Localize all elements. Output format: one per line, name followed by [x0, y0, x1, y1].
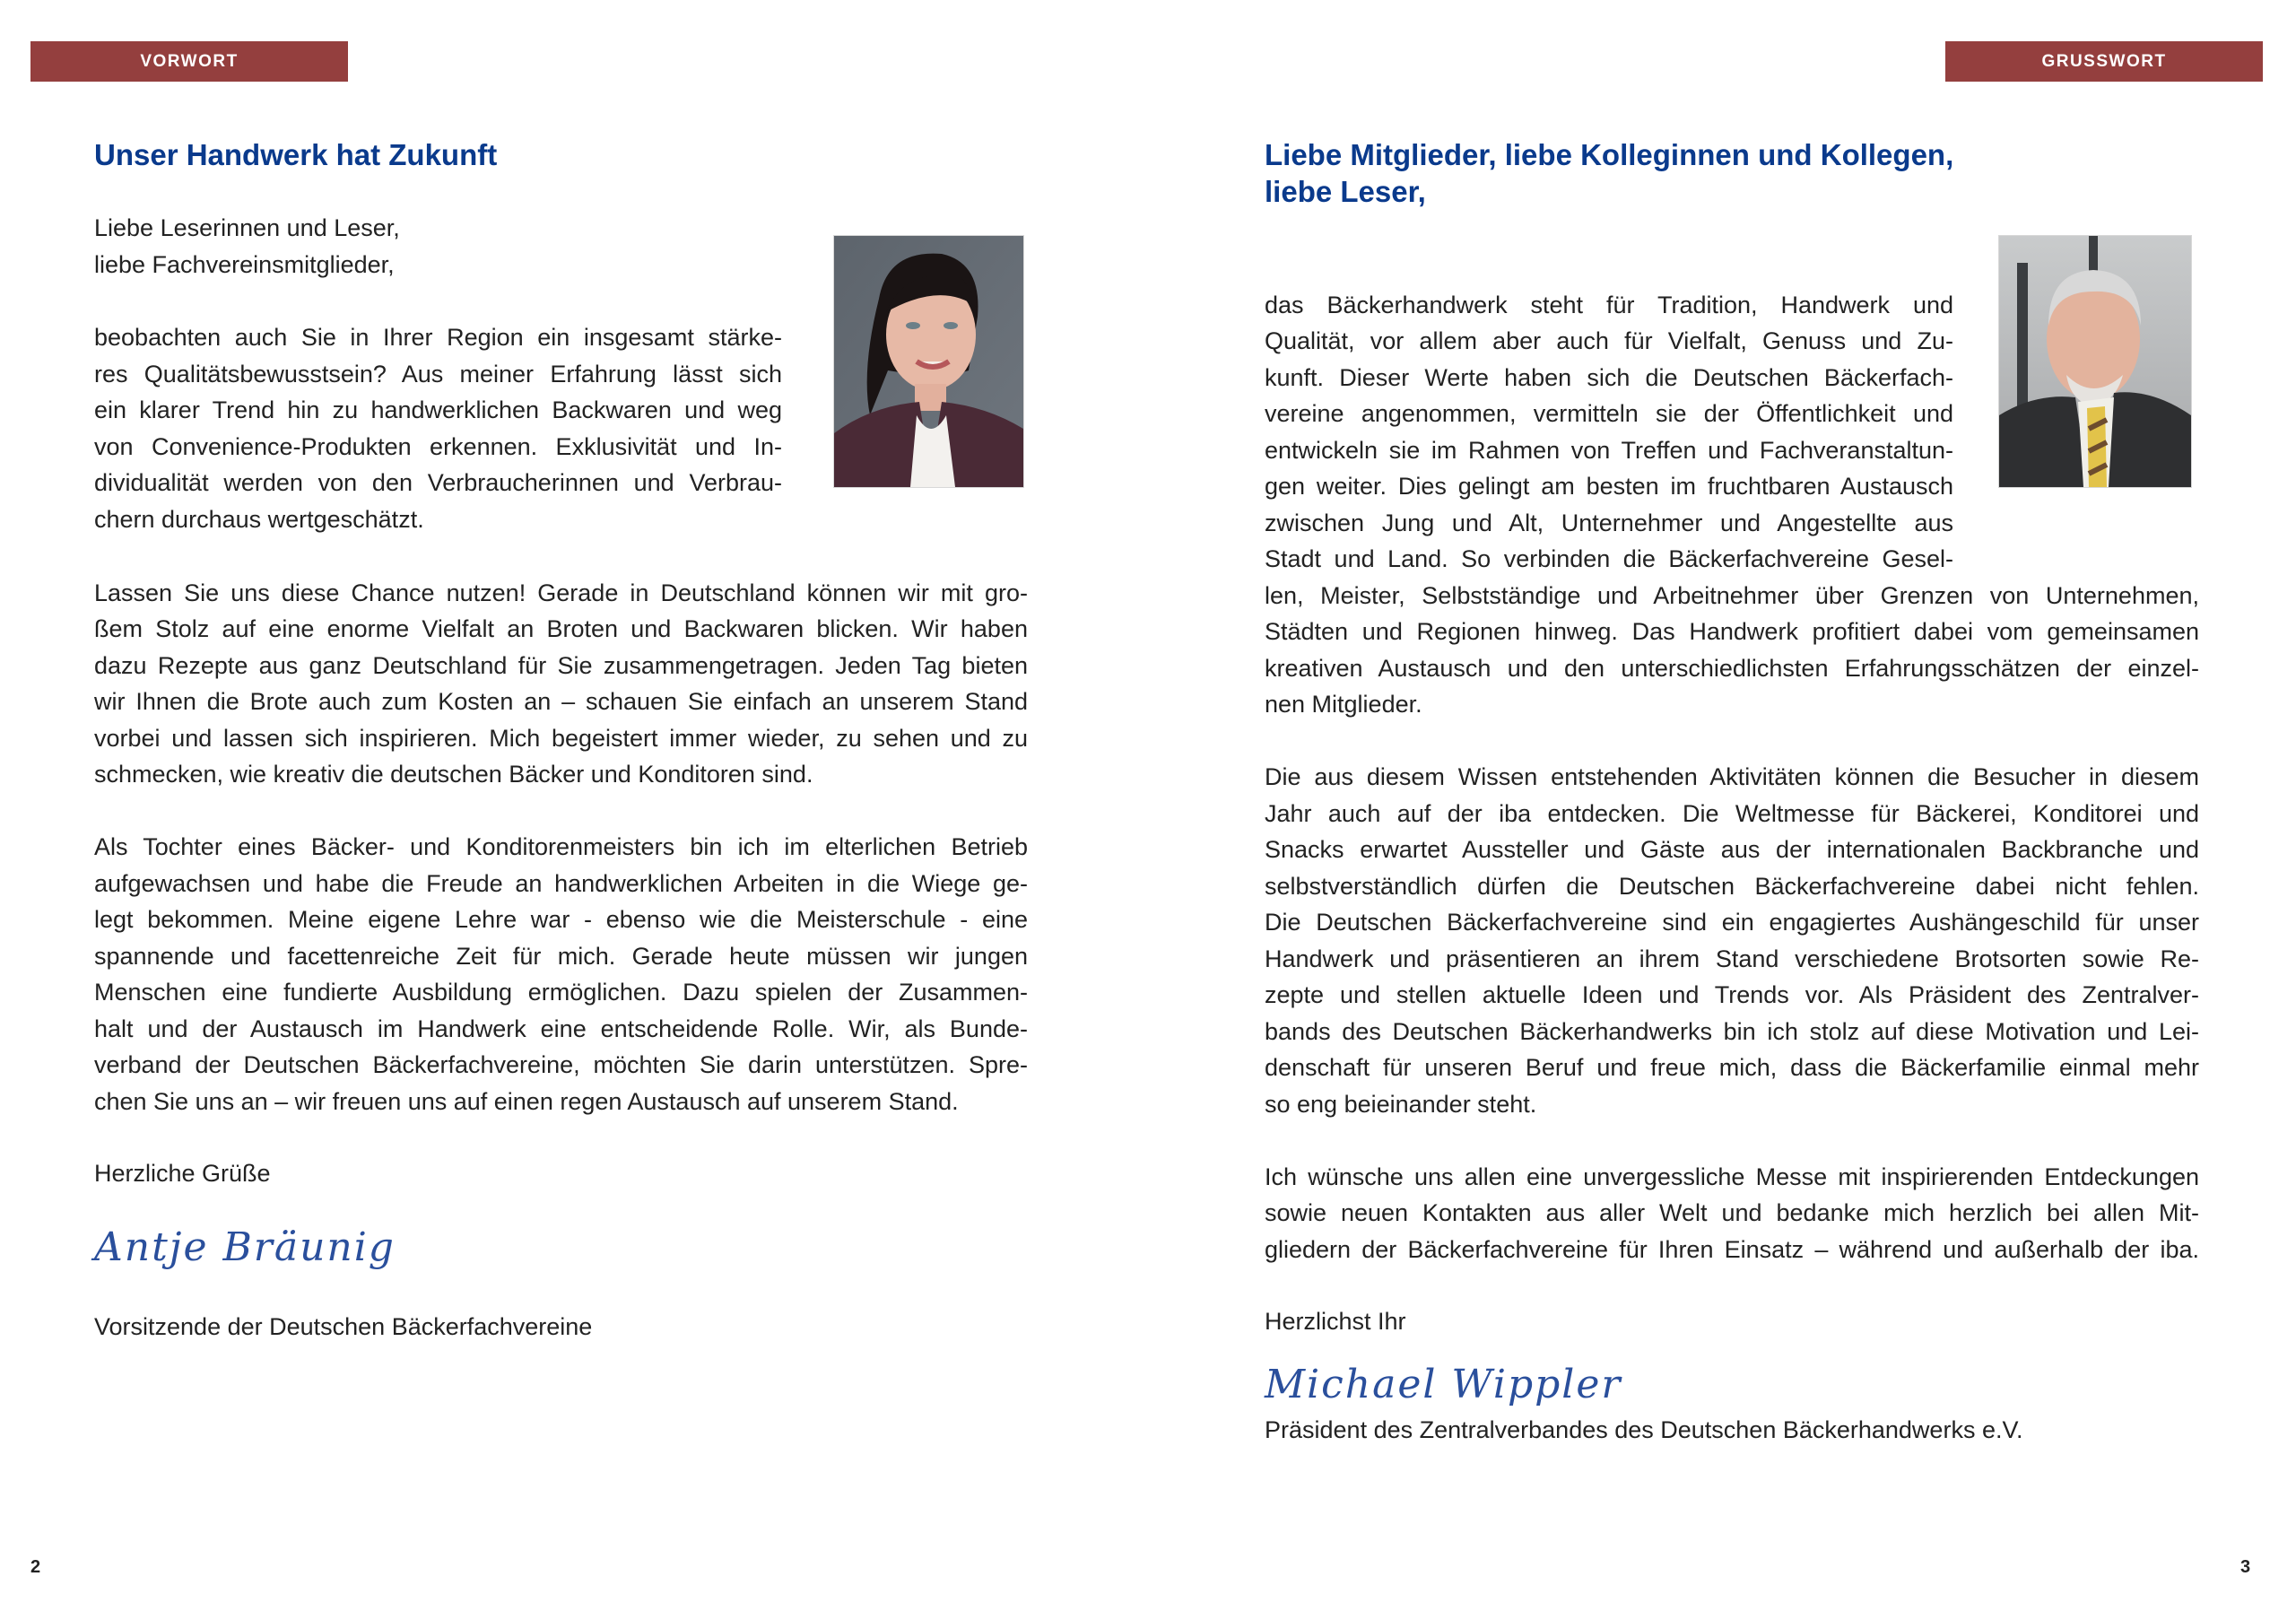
text-line: selbstverständlich dürfen die Deutschen Bäckerfachvereine dabei nicht fehlen.	[1265, 873, 2199, 900]
role-left: Vorsitzende der Deutschen Bäckerfachvereine	[94, 1313, 593, 1340]
text-line: ßem Stolz auf eine enorme Vielfalt an Broten und Backwaren blicken. Wir haben	[94, 615, 1028, 642]
text-line: kunft. Dieser Werte haben sich die Deutschen Bäckerfach-	[1265, 364, 1953, 391]
text-line: nen Mitglieder.	[1265, 691, 1422, 718]
text-line: zwischen Jung und Alt, Unternehmer und Angestellte aus	[1265, 510, 1953, 536]
greeting-line: Liebe Leserinnen und Leser,	[94, 214, 400, 241]
text-line: dividualität werden von den Verbraucherinnen und Verbrau-	[94, 469, 782, 496]
text-line: so eng beieinander steht.	[1265, 1091, 1537, 1118]
text-line: vereine angenommen, vermitteln sie der Öffentlichkeit und	[1265, 400, 1953, 427]
text-line: Stadt und Land. So verbinden die Bäckerfachvereine Gesel-	[1265, 545, 1953, 572]
page-title-right	[1265, 136, 1953, 210]
text-line: Snacks erwartet Aussteller und Gäste aus der internationalen Backbranche und	[1265, 836, 2199, 863]
greeting-line: liebe Fachvereinsmitglieder,	[94, 251, 395, 278]
text-line: von Convenience-Produkten erkennen. Exklusivität und In-	[94, 433, 782, 460]
text-line: Als Tochter eines Bäcker- und Konditorenmeisters bin ich im elterlichen Betrieb	[94, 833, 1028, 860]
text-line: legt bekommen. Meine eigene Lehre war - ebenso wie die Meisterschule - eine	[94, 906, 1028, 933]
text-line: Jahr auch auf der iba entdecken. Die Weltmesse für Bäckerei, Konditorei und	[1265, 800, 2199, 827]
text-line: vorbei und lassen sich inspirieren. Mich begeistert immer wieder, zu sehen und zu	[94, 725, 1028, 752]
portrait-woman-icon	[834, 236, 1023, 487]
portrait-photo-right	[1998, 235, 2192, 488]
text-line: dazu Rezepte aus ganz Deutschland für Sie zusammengetragen. Jeden Tag bieten	[94, 652, 1028, 679]
text-line: entwickeln sie im Rahmen von Treffen und Fachveranstaltun-	[1265, 437, 1953, 464]
text-line: len, Meister, Selbstständige und Arbeitnehmer über Grenzen von Unternehmen,	[1265, 582, 2199, 609]
text-line: ein klarer Trend hin zu handwerklichen Backwaren und weg	[94, 396, 782, 423]
text-line: spannende und facettenreiche Zeit für mich. Gerade heute müssen wir jungen	[94, 943, 1028, 970]
text-line: Lassen Sie uns diese Chance nutzen! Gerade in Deutschland können wir mit gro-	[94, 579, 1028, 606]
text-line: halt und der Austausch im Handwerk eine entscheidende Rolle. Wir, als Bunde-	[94, 1015, 1028, 1042]
signature-left: Antje Bräunig	[94, 1224, 396, 1270]
title-line: liebe Leser,	[1265, 175, 1426, 208]
banner-label: GRUSSWORT	[2041, 51, 2167, 71]
text-line: beobachten auch Sie in Ihrer Region ein insgesamt stärke-	[94, 324, 782, 351]
text-line: chen Sie uns an – wir freuen uns auf einen regen Austausch auf unserem Stand.	[94, 1088, 959, 1115]
text-line: wir Ihnen die Brote auch zum Kosten an – schauen Sie einfach an unserem Stand	[94, 688, 1028, 715]
text-line: Menschen eine fundierte Ausbildung ermöglichen. Dazu spielen der Zusammen-	[94, 979, 1028, 1006]
text-line: sowie neuen Kontakten aus aller Welt und bedanke mich herzlich bei allen Mit-	[1265, 1199, 2199, 1226]
text-line: kreativen Austausch und den unterschiedlichsten Erfahrungsschätzen der einzel-	[1265, 655, 2199, 682]
text-line: Ich wünsche uns allen eine unvergessliche Messe mit inspirierenden Entdeckungen	[1265, 1163, 2199, 1190]
role-right: Präsident des Zentralverbandes des Deutschen Bäckerhandwerks e.V.	[1265, 1416, 2023, 1443]
text-line: Die Deutschen Bäckerfachvereine sind ein engagiertes Aushängeschild für unser	[1265, 909, 2199, 936]
text-line: Die aus diesem Wissen entstehenden Aktivitäten können die Besucher in diesem	[1265, 763, 2199, 790]
text-line: bands des Deutschen Bäckerhandwerks bin ich stolz auf diese Motivation und Lei-	[1265, 1018, 2199, 1045]
text-line: zepte und stellen aktuelle Ideen und Trends vor. Als Präsident des Zentralver-	[1265, 981, 2199, 1008]
text-line: schmecken, wie kreativ die deutschen Bäcker und Konditoren sind.	[94, 761, 813, 788]
text-line: res Qualitätsbewusstsein? Aus meiner Erfahrung lässt sich	[94, 361, 782, 388]
text-line: verband der Deutschen Bäckerfachvereine, möchten Sie darin unterstützen. Spre-	[94, 1051, 1028, 1078]
text-line: gliedern der Bäckerfachvereine für Ihren Einsatz – während und außerhalb der iba.	[1265, 1236, 2199, 1263]
text-line: Handwerk und präsentieren an ihrem Stand verschiedene Brotsorten sowie Re-	[1265, 945, 2199, 972]
text-line: chern durchaus wertgeschätzt.	[94, 506, 424, 533]
title-line: Liebe Mitglieder, liebe Kolleginnen und Kollegen,	[1265, 138, 1954, 171]
portrait-man-icon	[1999, 236, 2191, 487]
text-line: das Bäckerhandwerk steht für Tradition, Handwerk und	[1265, 292, 1953, 318]
portrait-photo-left	[833, 235, 1024, 488]
text-line: gen weiter. Dies gelingt am besten im fruchtbaren Austausch	[1265, 473, 1953, 500]
text-line: aufgewachsen und habe die Freude an handwerklichen Arbeiten in die Wiege ge-	[94, 870, 1028, 897]
closing-left: Herzliche Grüße	[94, 1160, 271, 1187]
banner-label: VORWORT	[140, 51, 239, 71]
page-title-left: Unser Handwerk hat Zukunft	[94, 138, 498, 171]
text-line: Qualität, vor allem aber auch für Vielfalt, Genuss und Zu-	[1265, 327, 1953, 354]
text-line: Städten und Regionen hinweg. Das Handwerk profitiert dabei vom gemeinsamen	[1265, 618, 2199, 645]
page-number-right: 3	[2240, 1557, 2251, 1577]
closing-right: Herzlichst Ihr	[1265, 1308, 1406, 1335]
text-line: denschaft für unseren Beruf und freue mich, dass die Bäckerfamilie einmal mehr	[1265, 1054, 2199, 1081]
section-banner-grusswort	[1945, 41, 2263, 82]
section-banner-vorwort	[30, 41, 348, 82]
signature-right: Michael Wippler	[1265, 1362, 1622, 1407]
page-number-left: 2	[30, 1557, 41, 1577]
